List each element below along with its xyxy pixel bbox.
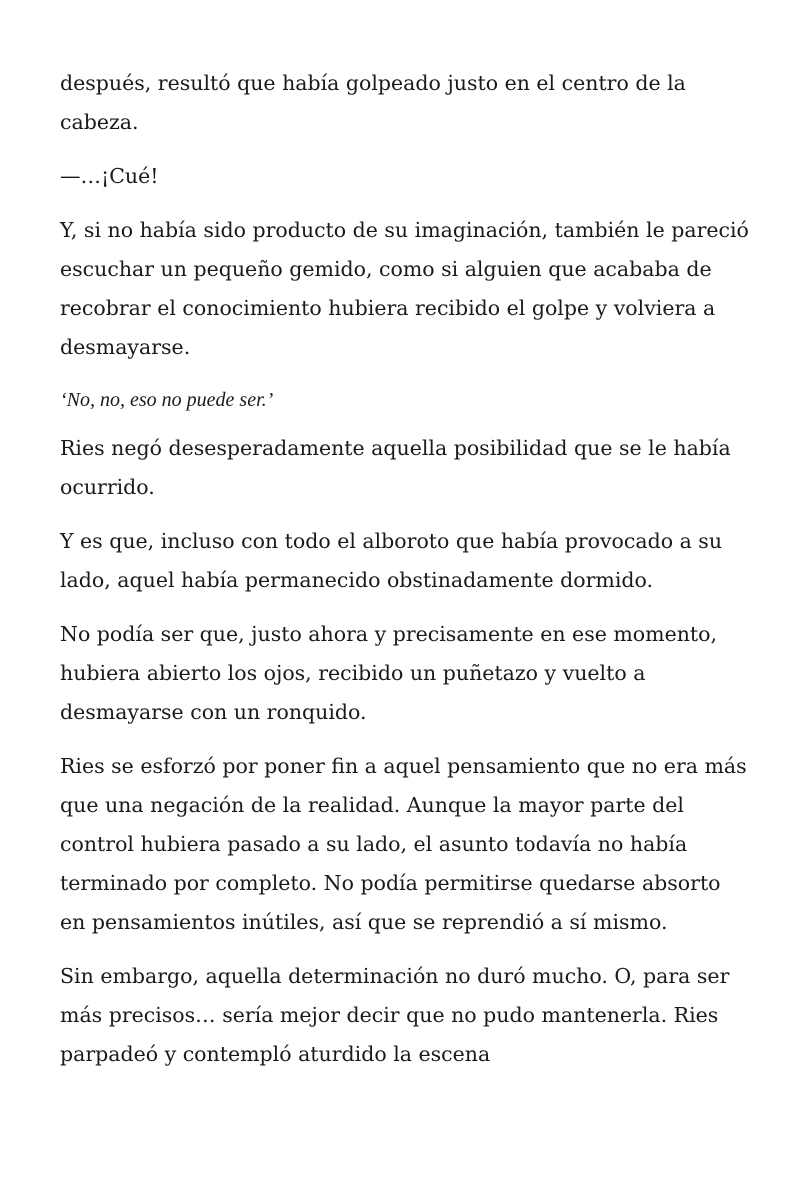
inner-thought: ‘No, no, eso no puede ser.’ [60,389,274,411]
paragraph: Y, si no había sido producto de su imaginación, también le pareció escuchar un pequeño gemido, como si alguien que acababa de recobrar el conocimiento hubiera recibido el golpe y volviera a desmayarse. [60,218,749,359]
page-body [60,64,750,1089]
paragraph: Y es que, incluso con todo el alboroto que había provocado a su lado, aquel había permanecido obstinadamente dormido. [60,529,723,592]
dialogue-line: —…¡Cué! [60,164,159,188]
paragraph: Ries se esforzó por poner fin a aquel pensamiento que no era más que una negación de la realidad. Aunque la mayor parte del control hubiera pasado a su lado, el asunto todavía no había terminado por completo. No podía permitirse quedarse absorto en pensamientos inútiles, así que se reprendió a sí mismo. [60,754,747,934]
paragraph: No podía ser que, justo ahora y precisamente en ese momento, hubiera abierto los ojos, recibido un puñetazo y vuelto a desmayarse con un ronquido. [60,622,718,724]
paragraph: después, resultó que había golpeado justo en el centro de la cabeza. [60,71,686,134]
paragraph: Ries negó desesperadamente aquella posibilidad que se le había ocurrido. [60,436,731,499]
paragraph: Sin embargo, aquella determinación no duró mucho. O, para ser más precisos… sería mejor decir que no pudo mantenerla. Ries parpadeó y contempló aturdido la escena [60,964,730,1066]
